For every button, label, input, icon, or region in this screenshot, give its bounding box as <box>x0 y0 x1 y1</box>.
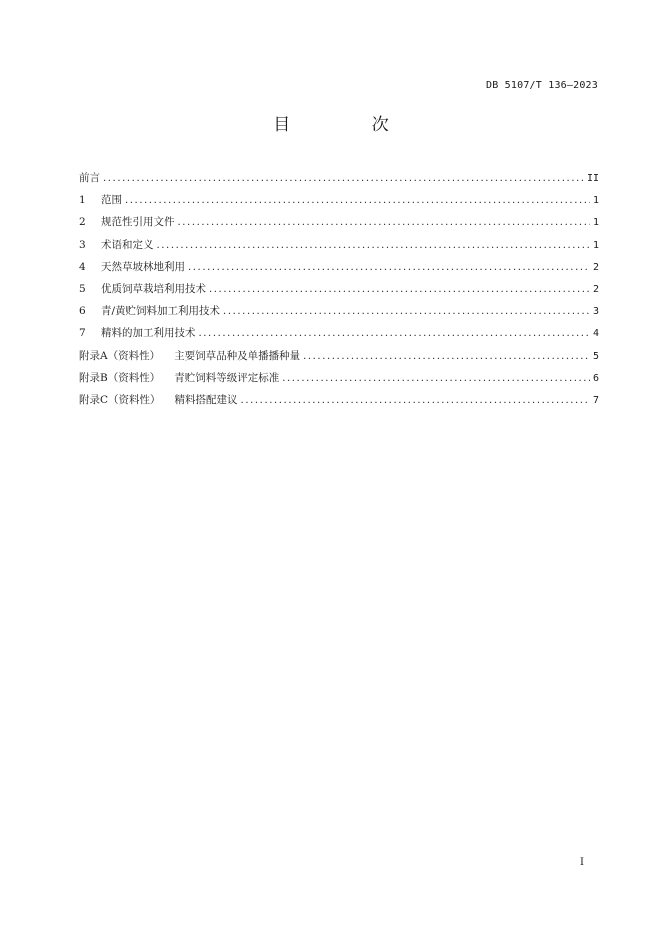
toc-leader-dots <box>209 282 590 298</box>
toc-entry-number: 2 <box>79 216 86 229</box>
toc-entry-page: 4 <box>592 328 599 340</box>
toc-entry-foreword[interactable] <box>79 170 599 192</box>
toc-leader-dots <box>103 171 584 187</box>
toc-entry-number: 7 <box>79 327 86 340</box>
toc-entry-label: 精料搭配建议 <box>174 393 238 406</box>
toc-entry-page: 2 <box>592 261 599 273</box>
toc-leader-dots <box>282 371 590 387</box>
toc-leader-dots <box>125 193 590 209</box>
toc-entry-label: 主要饲草品种及单播播种量 <box>174 349 301 362</box>
toc-entry-page: 3 <box>592 306 599 318</box>
toc-entry-page: II <box>586 173 599 184</box>
toc-entry-label: 天然草坡林地利用 <box>101 260 185 273</box>
toc-entry-label: 前言 <box>79 172 100 184</box>
toc-entry-7[interactable] <box>79 325 599 347</box>
toc-entry-number: 5 <box>79 282 86 295</box>
toc-entry-4[interactable] <box>79 259 599 281</box>
toc-leader-dots <box>188 260 590 276</box>
toc-entry-2[interactable] <box>79 214 599 236</box>
toc-entry-3[interactable] <box>79 237 599 259</box>
toc-entry-page: 1 <box>592 217 599 229</box>
toc-entry-label: 范围 <box>101 194 122 207</box>
toc-leader-dots <box>303 349 590 365</box>
toc-entry-page: 7 <box>592 394 599 406</box>
toc-entry-page: 1 <box>592 239 599 251</box>
toc-annex-designation: 附录C（资料性） <box>79 393 161 406</box>
toc-entry-annex-b[interactable] <box>79 370 599 392</box>
toc-leader-dots <box>241 393 590 409</box>
toc-entry-annex-c[interactable] <box>79 392 599 414</box>
toc-leader-dots <box>178 215 590 231</box>
toc-entry-label: 优质饲草栽培利用技术 <box>101 282 206 295</box>
toc-leader-dots <box>223 304 590 320</box>
toc-entry-number: 6 <box>79 305 86 318</box>
toc-annex-designation: 附录A（资料性） <box>79 349 161 362</box>
toc-annex-designation: 附录B（资料性） <box>79 371 161 384</box>
toc-leader-dots <box>199 326 590 342</box>
toc-entry-label: 青/黄贮饲料加工利用技术 <box>101 305 221 318</box>
toc-entry-number: 3 <box>79 238 86 251</box>
toc-entry-page: 6 <box>592 372 599 384</box>
toc-entry-page: 2 <box>592 283 599 295</box>
toc-leader-dots <box>157 238 590 254</box>
toc-entry-page: 5 <box>592 350 599 362</box>
toc-entry-label: 术语和定义 <box>101 238 154 251</box>
table-of-contents <box>79 170 599 414</box>
toc-entry-5[interactable] <box>79 281 599 303</box>
toc-entry-label: 精料的加工利用技术 <box>101 327 196 340</box>
toc-entry-6[interactable] <box>79 303 599 325</box>
toc-entry-number: 4 <box>79 260 86 273</box>
toc-entry-page: 1 <box>592 195 599 207</box>
document-code: DB 5107/T 136—2023 <box>486 80 598 91</box>
toc-entry-number: 1 <box>79 194 86 207</box>
toc-entry-label: 规范性引用文件 <box>101 216 175 229</box>
toc-entry-annex-a[interactable] <box>79 348 599 370</box>
toc-entry-1[interactable] <box>79 192 599 214</box>
toc-entry-label: 青贮饲料等级评定标准 <box>174 371 280 384</box>
page-number: I <box>580 857 584 868</box>
toc-title: 目 次 <box>273 115 427 135</box>
